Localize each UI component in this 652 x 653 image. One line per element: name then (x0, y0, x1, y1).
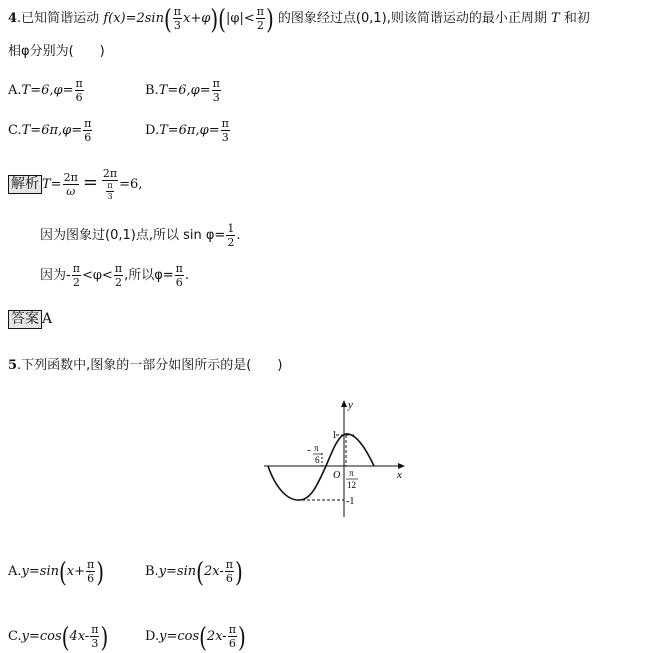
frac-2pi-pi3: $\frac{2\pi}{\frac{\pi}{3}}$ (102, 167, 118, 201)
neg-one-label: -1 (346, 496, 355, 507)
q4-answer-line (8, 310, 52, 329)
q4-func: f(x)=2sin (103, 11, 164, 26)
q4-option-c: C.T=6π,φ= $\frac{\pi}{6}$ (8, 117, 92, 144)
q4-option-a: A.T=6,φ= $\frac{\pi}{6}$ (8, 77, 83, 104)
neg-pi6-den: 6 (315, 455, 320, 465)
q5-number: 5 (8, 358, 18, 373)
pi12-den: 12 (347, 480, 356, 490)
frac-2pi-omega: $\frac{2\pi}{\omega}$ (63, 171, 78, 198)
q4-stem-a: .已知简谐运动 (17, 11, 104, 26)
neg-pi6-minus: - (307, 445, 311, 456)
q5-stem: 5.下列函数中,图象的一部分如图所示的是( ) (8, 358, 283, 373)
q4-number: 4 (8, 11, 18, 26)
q4-paren-open: ( (163, 2, 172, 35)
q4-stem-c: 和初 (563, 11, 590, 26)
q4-stem-b: 的图象经过点(0,1),则该简谐运动的最小正周期 (277, 11, 547, 26)
q4-analysis-line2: 因为图象过(0,1)点,所以 sin φ= $\frac{1}{2}$ . (40, 222, 241, 249)
neg-pi6-num: π (314, 443, 319, 453)
q4-stem-line2: 相φ分别为( ) (8, 44, 105, 59)
q4-absphi: |φ|< (225, 11, 255, 26)
origin-label: O (333, 470, 341, 481)
y-axis-arrow (341, 400, 347, 407)
x-axis-label: x (397, 469, 402, 481)
y-axis-label: y (348, 399, 353, 411)
q4-analysis-line3: 因为- $\frac{\pi}{2}$ <φ< $\frac{\pi}{2}$ ,所以φ= $\frac{\pi}{6}$ . (40, 262, 190, 289)
sine-curve (268, 434, 374, 500)
q5-graph (262, 397, 410, 521)
q4-analysis-line1: 解析 T= $\frac{2\pi}{\omega}$ = $\frac{2\pi}{\frac{\pi}{3}}$ =6, (8, 168, 142, 201)
pi12-num: π (349, 468, 354, 478)
q4-T: T (551, 11, 560, 26)
answer-tag: 答案 (8, 310, 42, 329)
q4-frac-pi-2: $\frac{\pi}{2}$ (256, 5, 264, 32)
q4-frac-pi-3: $\frac{\pi}{3}$ (173, 5, 182, 32)
q5-option-b: B.y=sin(2x- $\frac{\pi}{6}$ ) (145, 555, 243, 588)
one-label: 1 (332, 430, 337, 441)
q4-paren-close: ) (210, 2, 219, 35)
q4-xphi: x+φ (183, 11, 211, 26)
analysis-tag: 解析 (8, 175, 42, 194)
q4-stem-line1: 4.已知简谐运动 f(x)=2sin( $\frac{\pi}{3}$ x+φ)(|φ|< $\frac{\pi}{2}$ ) 的图象经过点(0,1),则该简谐运动的最小正周期 T 和初 (8, 2, 590, 35)
q5-option-c: C.y=cos(4x- $\frac{\pi}{3}$ ) (8, 620, 109, 653)
q5-option-d: D.y=cos(2x- $\frac{\pi}{6}$ ) (145, 620, 246, 653)
q4-option-b: B.T=6,φ= $\frac{\pi}{3}$ (145, 77, 220, 104)
q4-option-d: D.T=6π,φ= $\frac{\pi}{3}$ (145, 117, 229, 144)
q4-answer: A (42, 311, 53, 327)
q5-option-a: A.y=sin(x+ $\frac{\pi}{6}$ ) (8, 555, 105, 588)
